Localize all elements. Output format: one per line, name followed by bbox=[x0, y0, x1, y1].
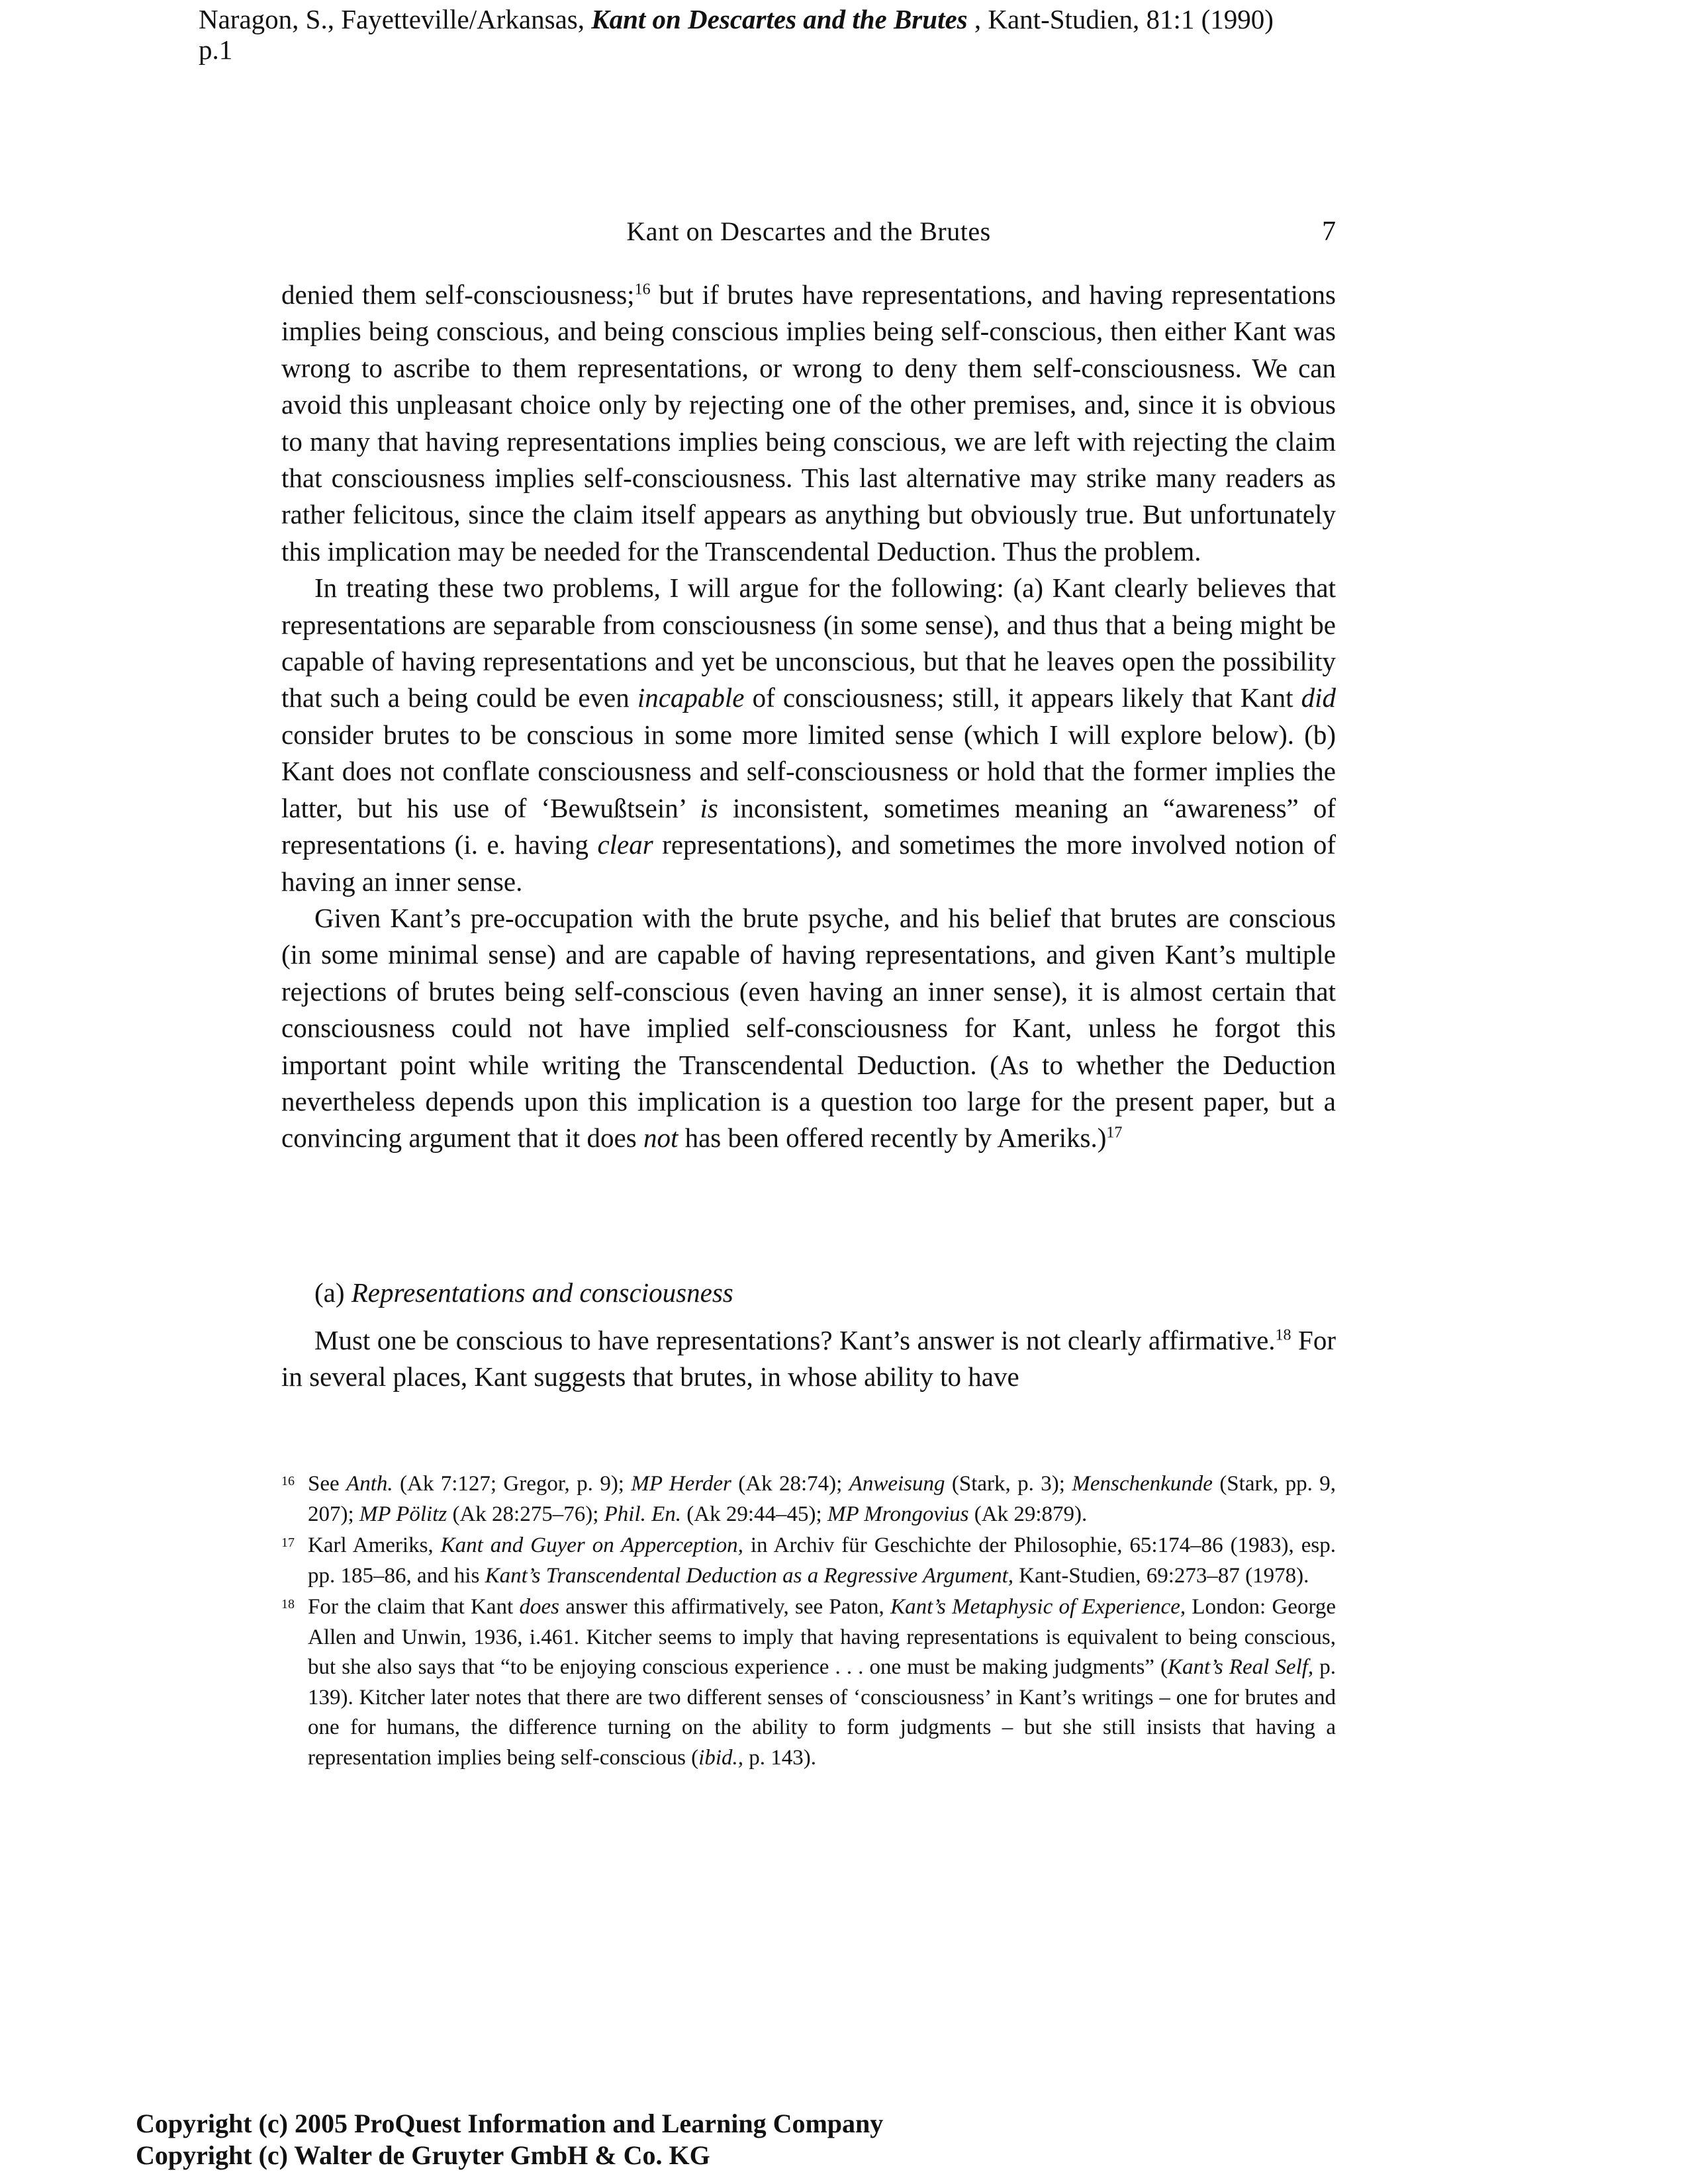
body-text bbox=[281, 277, 1336, 1157]
copyright-line-1: Copyright (c) 2005 ProQuest Information and Learning Company bbox=[136, 2109, 884, 2138]
footnote-16: 16 See Anth. (Ak 7:127; Gregor, p. 9); MP Herder (Ak 28:74); Anweisung (Stark, p. 3); Menschenkunde (Stark, pp. 9, 207); MP Pölitz (Ak 28:275–76); Phil. En. (Ak 29:44–45); MP Mrongovius (Ak 29:879). bbox=[281, 1469, 1336, 1529]
section-title: Representations and consciousness bbox=[351, 1277, 733, 1308]
running-head-title: Kant on Descartes and the Brutes bbox=[626, 216, 991, 246]
footnote-number: 17 bbox=[281, 1535, 295, 1550]
footnote-17: 17 Karl Ameriks, Kant and Guyer on Apperception, in Archiv für Geschichte der Philosophie, 65:174–86 (1983), esp. pp. 185–86, and his Kant’s Transcendental Deduction as a Regressive Argument, Kant-Studien, 69:273–87 (1978). bbox=[281, 1531, 1336, 1591]
footnote-number: 18 bbox=[281, 1597, 295, 1612]
paragraph-3: Given Kant’s pre-occupation with the brute psyche, and his belief that brutes are conscious (in some minimal sense) and are capable of having representations, and given Kant’s multiple rejections of brutes being self-conscious (even having an inner sense), it is almost certain that consciousness could not have implied self-consciousness for Kant, unless he forgot this important point while writing the Transcendental Deduction. (As to whether the Deduction nevertheless depends upon this implication is a question too large for the present paper, but a convincing argument that it does not has been offered recently by Ameriks.)$^{17}$ bbox=[281, 902, 1336, 1154]
footnote-number: 16 bbox=[281, 1474, 295, 1488]
footnote-ref-17[interactable]: 17 bbox=[1106, 1124, 1123, 1142]
copyright-notice bbox=[136, 2108, 883, 2171]
footnote-ref-18[interactable]: 18 bbox=[1275, 1326, 1291, 1344]
footnote-18: 18 For the claim that Kant does answer this affirmatively, see Paton, Kant’s Metaphysic of Experience, London: George Allen and Unwin, 1936, i.461. Kitcher seems to imply that having representations is equivalent to being conscious, but she also says that “to be enjoying conscious experience . . . one must be making judgments” (Kant’s Real Self, p. 139). Kitcher later notes that there are two different senses of ‘consciousness’ in Kant’s writings – one for brutes and one for humans, the difference turning on the ability to form judgments – but she still insists that having a representation implies being self-conscious (ibid., p. 143). bbox=[281, 1592, 1336, 1773]
footnotes bbox=[281, 1469, 1336, 1774]
page-number: 7 bbox=[1322, 216, 1336, 247]
citation-article-title: Kant on Descartes and the Brutes bbox=[591, 4, 968, 34]
paragraph-1: denied them self-consciousness;$^{16}$ but if brutes have representations, and having representations implies being conscious, and being conscious implies being self-conscious, then either Kant was wrong to ascribe to them representations, or wrong to deny them self-consciousness. We can avoid this unpleasant choice only by rejecting one of the other premises, and, since it is obvious to many that having representations implies being conscious, we are left with rejecting the claim that consciousness implies self-consciousness. This last alternative may strike many readers as rather felicitous, since the claim itself appears as anything but obviously true. But unfortunately this implication may be needed for the Transcendental Deduction. Thus the problem. bbox=[281, 279, 1336, 567]
footnote-ref-16[interactable]: 16 bbox=[634, 281, 651, 298]
paragraph-4: Must one be conscious to have representations? Kant’s answer is not clearly affirmative.$^{18}$ For in several places, Kant suggests that brutes, in whose ability to have bbox=[281, 1325, 1336, 1392]
source-citation bbox=[199, 4, 1589, 65]
body-text-continued bbox=[281, 1322, 1336, 1396]
citation-line-1: Naragon, S., Fayetteville/Arkansas, Kant on Descartes and the Brutes , Kant-Studien, 81:1 (1990) bbox=[199, 4, 1274, 34]
paragraph-2: In treating these two problems, I will argue for the following: (a) Kant clearly believes that representations are separable from consciousness (in some sense), and thus that a being might be capable of having representations and yet be unconscious, but that he leaves open the possibility that such a being could be even incapable of consciousness; still, it appears likely that Kant did consider brutes to be conscious in some more limited sense (which I will explore below). (b) Kant does not conflate consciousness and self-consciousness or hold that the former implies the latter, but his use of ‘Bewußtsein’ is inconsistent, sometimes meaning an “awareness” of representations (i. e. having clear representations), and sometimes the more involved notion of having an inner sense. bbox=[281, 572, 1336, 897]
section-heading: (a) Representations and consciousness bbox=[314, 1277, 733, 1308]
citation-page-label: p.1 bbox=[199, 34, 233, 65]
copyright-line-2: Copyright (c) Walter de Gruyter GmbH & Co. KG bbox=[136, 2140, 710, 2170]
running-head bbox=[281, 210, 1336, 253]
